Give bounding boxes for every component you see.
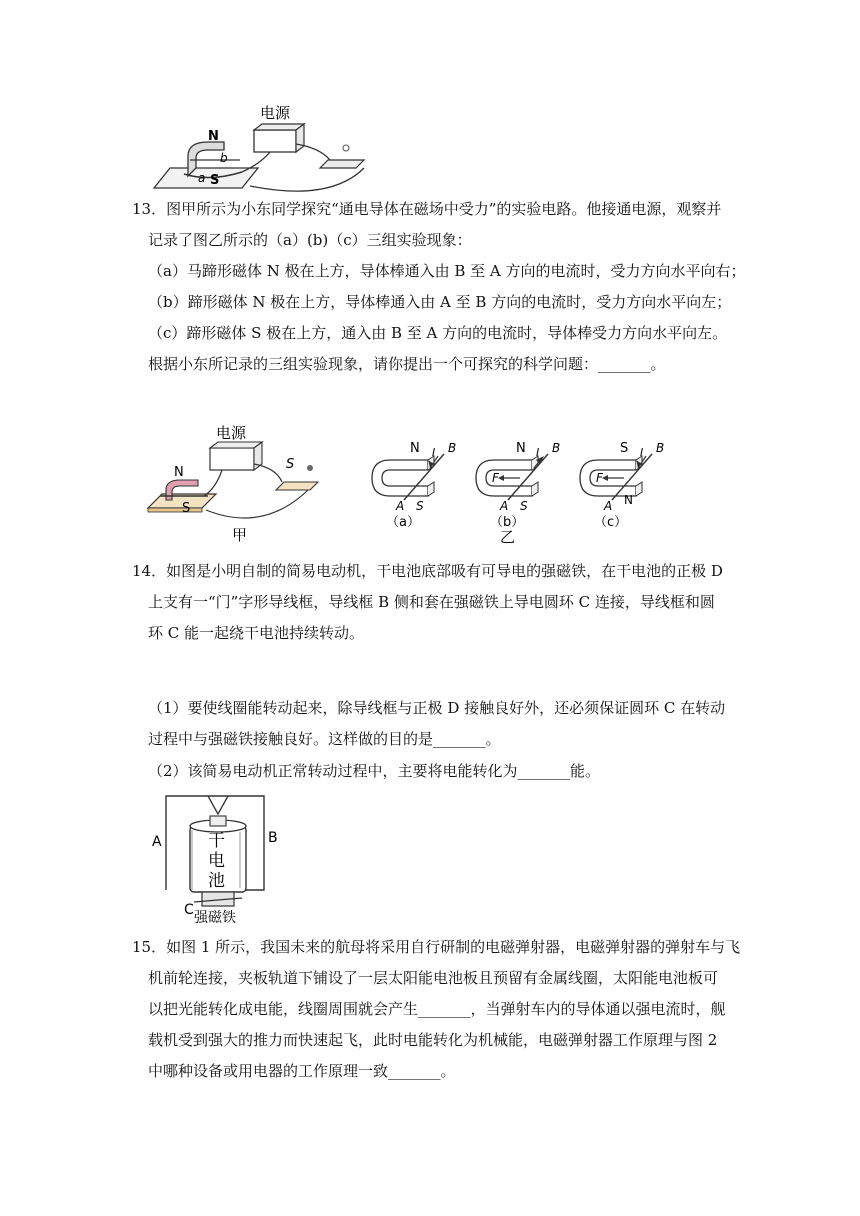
svg-text:B: B bbox=[448, 441, 457, 455]
q14-sub1-line-2: 过程中与强磁铁接触良好。这样做的目的是_______。 bbox=[148, 730, 501, 748]
q15-line-5: 中哪种设备或用电器的工作原理一致_______。 bbox=[148, 1062, 456, 1080]
q14-battery-char-2: 电 bbox=[208, 851, 225, 871]
q13-caption-c: （c） bbox=[594, 515, 628, 530]
q13-caption-b: （b） bbox=[490, 515, 525, 530]
svg-text:F: F bbox=[596, 471, 603, 485]
svg-text:I: I bbox=[432, 446, 436, 459]
q14-label-A: A bbox=[152, 834, 162, 850]
q14-line-3: 环 C 能一起绕干电池持续转动。 bbox=[148, 624, 365, 642]
svg-text:A: A bbox=[604, 499, 613, 513]
q14-label-C: C bbox=[184, 902, 194, 918]
svg-text:S: S bbox=[620, 441, 629, 456]
q14-battery-char-3: 池 bbox=[208, 871, 225, 891]
q13-magnet-c bbox=[580, 441, 664, 530]
q15-line-4: 载机受到强大的推力而快速起飞，此时电能转化为机械能，电磁弹射器工作原理与图 2 bbox=[148, 1031, 718, 1049]
q13-magnet-a bbox=[372, 441, 456, 530]
q14-line-2: 上支有一“门”字形导线框，导线框 B 侧和套在强磁铁上导电圆环 C 连接，导线框和圆 bbox=[148, 593, 715, 611]
svg-text:I: I bbox=[536, 446, 540, 459]
svg-text:B: B bbox=[552, 441, 561, 455]
figure-top-circuit bbox=[150, 104, 380, 196]
q13-s-label: S bbox=[182, 501, 191, 516]
top-b-label: b bbox=[220, 151, 228, 165]
q13-line-3: （a）马蹄形磁体 N 极在上方，导体棒通入由 B 至 A 方向的电流时，受力方向水平向右； bbox=[148, 262, 746, 280]
q13-caption-a: （a） bbox=[386, 515, 420, 530]
svg-text:F: F bbox=[492, 471, 499, 485]
q13-line-2: 记录了图乙所示的（a）(b)（c）三组实验现象： bbox=[148, 231, 472, 249]
q13-line-6: 根据小东所记录的三组实验现象，请你提出一个可探究的科学问题：_______。 bbox=[148, 355, 666, 373]
q14-battery-char-1: 干 bbox=[208, 831, 225, 851]
q13-switch-s-label: S bbox=[286, 457, 295, 472]
q13-line-4: （b）蹄形磁体 N 极在上方，导体棒通入由 A 至 B 方向的电流时，受力方向水平向左； bbox=[148, 293, 732, 311]
q13-figure-jia bbox=[146, 424, 326, 548]
svg-text:N: N bbox=[516, 441, 526, 456]
q13-power-label: 电源 bbox=[216, 424, 247, 442]
top-power-label: 电源 bbox=[260, 104, 291, 122]
q13-line-5: （c）蹄形磁体 S 极在上方，通入由 B 至 A 方向的电流时，导体棒受力方向水平向左。 bbox=[148, 324, 728, 342]
q14-sub1-line-1: （1）要使线圈能转动起来，除导线框与正极 D 接触良好外，还必须保证圆环 C 在转动 bbox=[148, 699, 726, 717]
top-a-label: a bbox=[198, 171, 206, 185]
top-s-label: S bbox=[210, 173, 220, 188]
svg-text:B: B bbox=[656, 441, 665, 455]
svg-text:N: N bbox=[410, 441, 420, 456]
q13-n-label: N bbox=[174, 465, 184, 480]
q15-line-3: 以把光能转化成电能，线圈周围就会产生_______，当弹射车内的导体通以强电流时，舰 bbox=[148, 1000, 726, 1018]
svg-text:A: A bbox=[500, 499, 509, 513]
q14-magnet-label: 强磁铁 bbox=[194, 910, 236, 924]
svg-text:I: I bbox=[640, 446, 644, 459]
q13-magnet-b bbox=[476, 441, 560, 546]
q15-line-2: 机前轮连接，夹板轨道下铺设了一层太阳能电池板且预留有金属线圈，太阳能电池板可 bbox=[148, 969, 719, 987]
svg-text:S: S bbox=[416, 499, 424, 513]
q13-line-1: 13．图甲所示为小东同学探究“通电导体在磁场中受力”的实验电路。他接通电源，观察并 bbox=[132, 200, 722, 218]
q14-line-1: 14．如图是小明自制的简易电动机，干电池底部吸有可导电的强磁铁，在干电池的正极 D bbox=[132, 562, 723, 580]
svg-text:S: S bbox=[520, 499, 528, 513]
top-n-label: N bbox=[208, 129, 219, 144]
q14-figure-motor bbox=[148, 790, 288, 924]
svg-text:A: A bbox=[396, 499, 405, 513]
q14-sub2: （2）该简易电动机正常转动过程中，主要将电能转化为_______能。 bbox=[148, 762, 601, 780]
svg-text:N: N bbox=[624, 493, 633, 507]
q15-line-1: 15．如图 1 所示，我国未来的航母将采用自行研制的电磁弹射器，电磁弹射器的弹射车与飞 bbox=[132, 938, 741, 956]
q13-figure-yi bbox=[368, 438, 698, 546]
q13-jia-label: 甲 bbox=[232, 526, 248, 544]
q14-label-B: B bbox=[268, 830, 278, 846]
q13-yi-label: 乙 bbox=[500, 528, 516, 546]
